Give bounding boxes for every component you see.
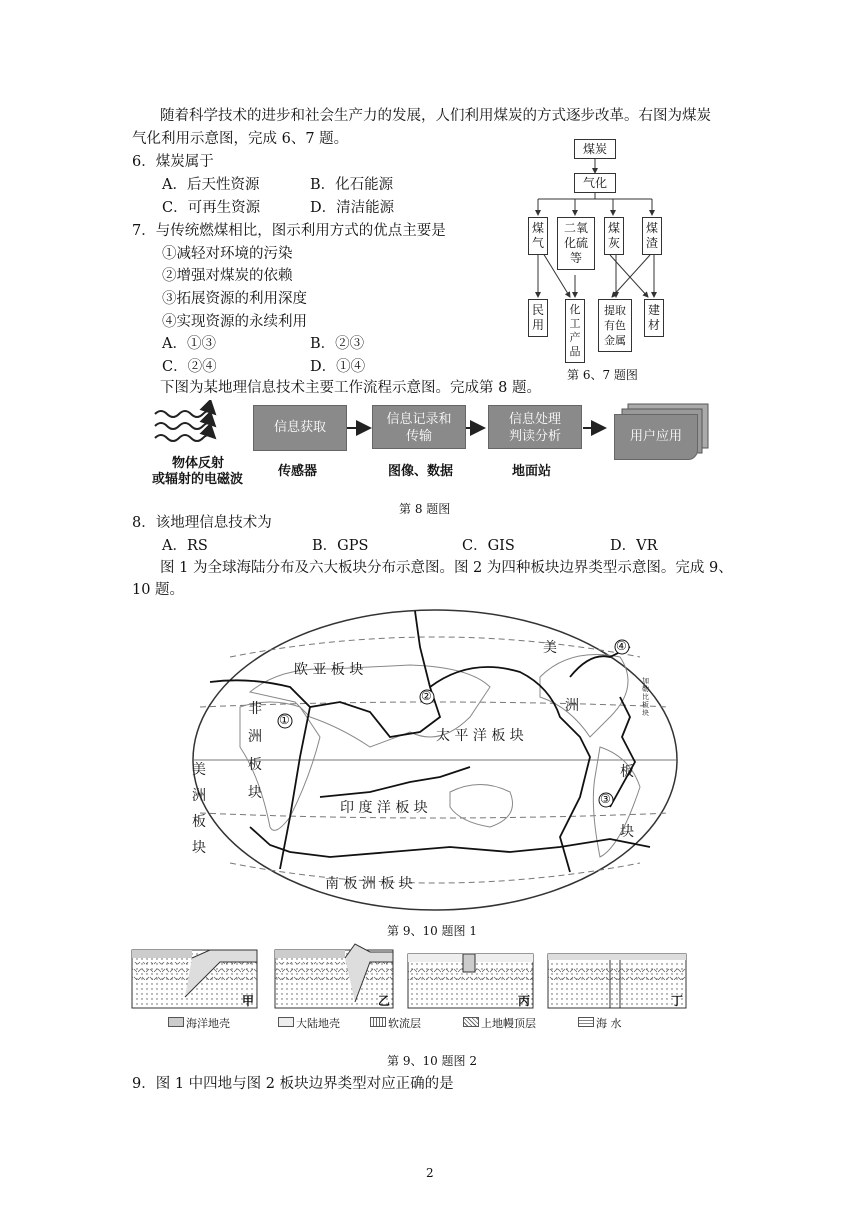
gas-box: 煤 气 [528,217,548,255]
q6-stem: 6．煤炭属于 [132,154,214,170]
legend-continental-swatch [278,1017,294,1027]
q8-option-a[interactable]: A．RS [162,538,208,554]
metal-box: 提取 有色 金属 [598,299,632,352]
flow-box-process: 信息处理 判读分析 [488,405,582,449]
q8-stem: 8．该地理信息技术为 [132,515,272,531]
label-caribbean-plate: 加勒比板块 [642,677,649,717]
ash-box: 煤 灰 [604,217,624,255]
label-american-plate-east-2: 洲 [565,698,579,714]
label-american-plate-west: 美 洲 板 块 [192,762,206,856]
boundary-graphic [130,942,690,1014]
flow-label-image: 图像、数据 [388,464,454,479]
intro-q910-line2: 10 题。 [132,582,185,598]
label-american-plate-east-3: 板 [620,764,634,780]
gasify-box: 气化 [574,173,616,193]
marker-1: ① [279,713,290,727]
legend-upper-mantle-swatch [463,1017,479,1027]
q7-item-3: ③拓展资源的利用深度 [162,291,307,307]
q7-option-a[interactable]: A．①③ [162,336,216,352]
legend-oceanic-swatch [168,1017,184,1027]
label-indian-plate: 印 度 洋 板 块 [340,800,428,816]
marker-4: ④ [616,639,627,653]
q6-option-d[interactable]: D．清洁能源 [310,200,395,216]
coal-diagram-caption: 第 6、7 题图 [567,368,638,382]
intro-coal-line1: 随着科学技术的进步和社会生产力的发展，人们利用煤炭的方式逐步改革。右图为煤炭 [160,108,711,124]
q7-item-1: ①减轻对环境的污染 [162,246,293,262]
q9-stem: 9．图 1 中四地与图 2 板块边界类型对应正确的是 [132,1076,454,1092]
q7-option-d[interactable]: D．①④ [310,359,366,375]
panel-label-jia: 甲 [242,994,255,1008]
intro-coal-line2: 气化利用示意图，完成 6、7 题。 [132,131,349,147]
q8-option-d[interactable]: D．VR [610,538,658,554]
flow-diagram [150,400,720,490]
marker-3: ③ [600,792,611,806]
flow-caption: 第 8 题图 [399,502,451,516]
flow-label-sensor: 传感器 [278,464,318,479]
so2-box: 二氧 化硫 等 [557,217,595,270]
legend-continental: 大陆地壳 [296,1017,340,1030]
q7-stem: 7．与传统燃煤相比，图示利用方式的优点主要是 [132,223,446,239]
q6-option-b[interactable]: B．化石能源 [310,177,394,193]
q7-option-b[interactable]: B．②③ [310,336,365,352]
q7-item-4: ④实现资源的永续利用 [162,314,307,330]
label-eurasian-plate: 欧 亚 板 块 [294,662,364,678]
coal-box: 煤炭 [574,139,616,159]
slag-box: 煤 渣 [642,217,662,255]
label-pacific-plate: 太 平 洋 板 块 [436,728,524,744]
flow-label-em-1: 物体反射 [172,456,225,471]
label-american-plate-east-4: 块 [620,824,634,840]
legend-asthenosphere: 软流层 [388,1017,421,1030]
coal-diagram [510,135,680,365]
flow-label-ground: 地面站 [512,464,552,479]
q8-option-b[interactable]: B．GPS [312,538,369,554]
intro-q8: 下图为某地理信息技术主要工作流程示意图。完成第 8 题。 [160,380,541,396]
page-number: 2 [426,1166,434,1180]
legend-oceanic: 海洋地壳 [186,1017,230,1030]
boundary-caption: 第 9、10 题图 2 [387,1054,477,1068]
q7-option-c[interactable]: C．②④ [162,359,217,375]
panel-label-yi: 乙 [378,994,391,1008]
legend-upper-mantle: 上地幔顶层 [481,1017,536,1030]
q6-option-c[interactable]: C．可再生资源 [162,200,261,216]
label-antarctic-plate: 南 板 洲 板 块 [325,876,413,892]
flow-box-acquire: 信息获取 [253,405,347,451]
civil-box: 民 用 [528,299,548,337]
panel-label-ding: 丁 [671,994,684,1008]
legend-seawater-swatch [578,1017,594,1027]
marker-2: ② [421,689,432,703]
plate-map [190,607,680,914]
chem-box: 化 工 产 品 [565,299,585,363]
q7-item-2: ②增强对煤炭的依赖 [162,268,293,284]
flow-box-record: 信息记录和 传输 [372,405,466,449]
plate-map-graphic [190,607,680,914]
q6-option-a[interactable]: A．后天性资源 [162,177,260,193]
label-african-plate: 非 洲 板 块 [248,701,262,801]
material-box: 建 材 [644,299,664,337]
panel-label-bing: 丙 [518,994,531,1008]
intro-q910-line1: 图 1 为全球海陆分布及六大板块分布示意图。图 2 为四种板块边界类型示意图。完成 9、 [160,560,733,576]
label-american-plate-east-1: 美 [543,640,557,656]
flow-box-user: 用户应用 [614,414,698,460]
q8-option-c[interactable]: C．GIS [462,538,515,554]
boundary-panels [130,942,690,1032]
legend-seawater: 海 水 [596,1017,622,1030]
flow-label-em-2: 或辐射的电磁波 [152,472,244,487]
map-caption: 第 9、10 题图 1 [387,924,477,938]
legend-asthenosphere-swatch [370,1017,386,1027]
